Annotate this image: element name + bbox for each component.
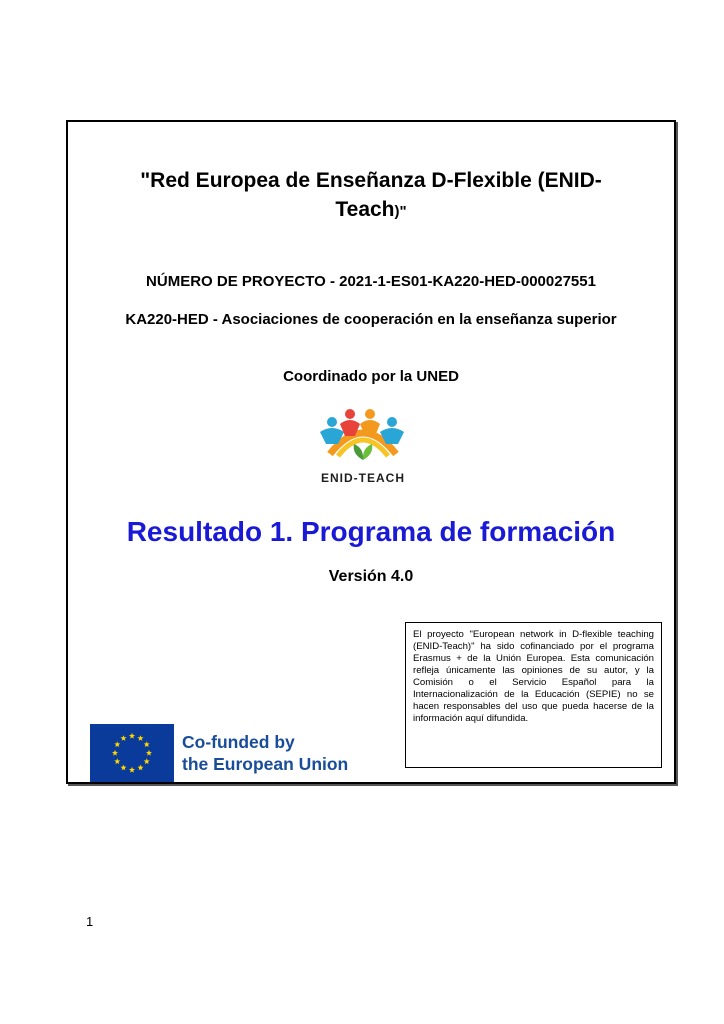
logo-text: ENID-TEACH: [321, 471, 405, 485]
version-label: Versión 4.0: [328, 568, 414, 585]
result-title: Resultado 1. Programa de formación: [126, 516, 616, 547]
project-title-main: "Red Europea de Enseñanza D-Flexible (ENID-Teach: [140, 169, 602, 221]
project-number: NÚMERO DE PROYECTO - 2021-1-ES01-KA220-HED-000027551: [146, 273, 596, 290]
disclaimer-box: El proyecto "European network in D-flexible teaching (ENID-Teach)" ha sido cofinanciado por el programa Erasmus + de la Unión Europea. Esta comunicación refleja únicamente las opiniones de su autor, y la Comisión o el Servicio Español para la Internacionalización de la Educación (SEPIE) no se hacen responsables del uso que pueda hacerse de la información aquí difundida.: [405, 622, 662, 768]
eu-text-line2: the European Union: [182, 754, 349, 774]
enid-teach-logo-icon: [308, 402, 418, 472]
eu-cofunded-text: [182, 731, 348, 775]
eu-cofunded-logo: [90, 724, 372, 784]
eu-flag-icon: [90, 724, 174, 782]
coordinator: Coordinado por la UNED: [283, 368, 459, 385]
action-type: KA220-HED - Asociaciones de cooperación en la enseñanza superior: [125, 311, 617, 328]
cover-frame: [66, 120, 676, 784]
page-number: 1: [86, 914, 94, 929]
project-title: [108, 166, 634, 226]
project-title-end: )": [394, 203, 407, 220]
enid-teach-logo: [308, 402, 418, 490]
eu-text-line1: Co-funded by: [182, 732, 295, 752]
